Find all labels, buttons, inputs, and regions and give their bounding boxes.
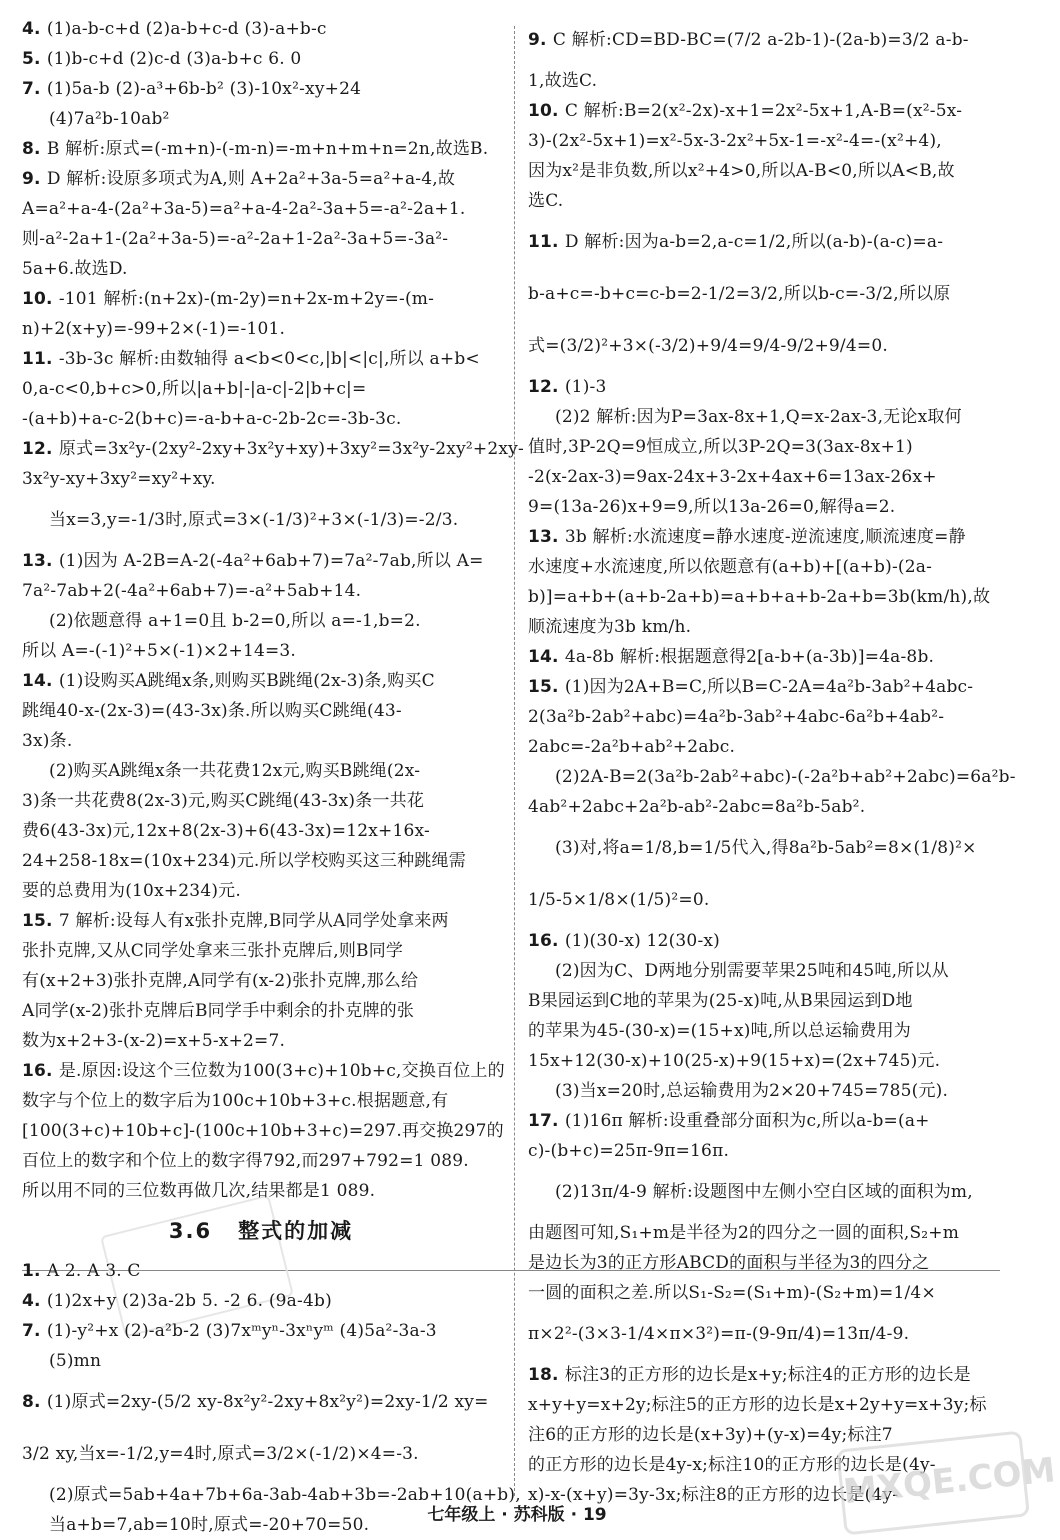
answer-line: 式=(3/2)²+3×(-3/2)+9/4=9/4-9/2+9/4=0. <box>528 336 888 356</box>
answer-line <box>528 96 1012 126</box>
answer-line: -(a+b)+a-c-2(b+c)=-a-b+a-c-2b-2c=-3b-3c. <box>22 409 402 429</box>
answer-line <box>22 284 500 314</box>
question-number: 7. <box>22 79 47 99</box>
answer-text: -101 解析:(n+2x)-(m-2y)=n+2x-m+2y=-(m- <box>58 289 435 309</box>
answer-line: 所以用不同的三位数再做几次,结果都是1 089. <box>22 1181 376 1201</box>
answer-line <box>22 434 524 464</box>
answer-text: 原式=3x²y-(2xy²-2xy+3x²y+xy)+3xy²=3x²y-2xy²+2xy- <box>58 439 524 459</box>
answer-text: (1)2x+y (2)3a-2b 5. -2 6. (9a-4b) <box>46 1291 332 1311</box>
answer-text: (1)因为 A-2B=A-2(-4a²+6ab+7)=7a²-7ab,所以 A= <box>58 551 484 571</box>
answer-line: [100(3+c)+10b+c]-(100c+10b+3+c)=297.再交换297的 <box>22 1121 504 1141</box>
answer-line: 3)-(2x²-5x+1)=x²-5x-3-2x²+5x-1=-x²-4=-(x²+4), <box>528 131 942 151</box>
question-number: 13. <box>528 527 565 547</box>
question-number: 17. <box>528 1111 565 1131</box>
answer-line <box>22 1256 500 1286</box>
answer-line: 有(x+2+3)张扑克牌,A同学有(x-2)张扑克牌,那么给 <box>22 971 419 991</box>
right-column <box>528 14 1016 1510</box>
answer-text: 7 解析:设每人有x张扑克牌,B同学从A同学处拿来两 <box>58 911 449 931</box>
answer-line: 跳绳40-x-(2x-3)=(43-3x)条.所以购买C跳绳(43- <box>22 701 402 721</box>
answer-line <box>22 666 500 696</box>
answer-line: A同学(x-2)张扑克牌后B同学手中剩余的扑克牌的张 <box>22 1001 415 1021</box>
question-number: 10. <box>22 289 59 309</box>
answer-line: b-a+c=-b+c=c-b=2-1/2=3/2,所以b-c=-3/2,所以原 <box>528 284 951 304</box>
watermark-logo: MXQE.COM <box>836 1431 1030 1536</box>
question-number: 15. <box>528 677 565 697</box>
answer-line <box>528 672 1012 702</box>
answer-line: (2)2 解析:因为P=3ax-8x+1,Q=x-2ax-3,无论x取何 <box>555 407 962 427</box>
answer-text: 3b 解析:水流速度=静水速度-逆流速度,顺流速度=静 <box>564 527 966 547</box>
answer-text: D 解析:设原多项式为A,则 A+2a²+3a-5=a²+a-4,故 <box>46 169 456 189</box>
answer-line: 要的总费用为(10x+234)元. <box>22 881 241 901</box>
question-number: 1. <box>22 1261 47 1281</box>
answer-line: 数字与个位上的数字后为100c+10b+3+c.根据题意,有 <box>22 1091 449 1111</box>
question-number: 13. <box>22 551 59 571</box>
answer-line: B果园运到C地的苹果为(25-x)吨,从B果园运到D地 <box>528 991 913 1011</box>
answer-text: C 解析:B=2(x²-2x)-x+1=2x²-5x+1,A-B=(x²-5x- <box>564 101 963 121</box>
answer-text: (1)16π 解析:设重叠部分面积为c,所以a-b=(a+ <box>564 1111 930 1131</box>
answer-line <box>22 164 500 194</box>
answer-line: 3x)条. <box>22 731 73 751</box>
question-number: 8. <box>22 139 47 159</box>
question-number: 12. <box>22 439 59 459</box>
answer-line: 1,故选C. <box>528 71 598 91</box>
answer-line <box>22 134 500 164</box>
question-number: 14. <box>528 647 565 667</box>
question-number: 7. <box>22 1321 47 1341</box>
answer-line <box>22 14 500 44</box>
answer-line: b)]=a+b+(a+b-2a+b)=a+b+a+b-2a+b=3b(km/h),故 <box>528 587 991 607</box>
answer-text: (1)因为2A+B=C,所以B=C-2A=4a²b-3ab²+4abc- <box>564 677 974 697</box>
answer-line: c)-(b+c)=25π-9π=16π. <box>528 1141 730 1161</box>
answer-text: (1)5a-b (2)-a³+6b-b² (3)-10x²-xy+24 <box>46 79 362 99</box>
answer-text: A 2. A 3. C <box>46 1261 141 1281</box>
question-number: 15. <box>22 911 59 931</box>
answer-line: 当a+b=7,ab=10时,原式=-20+70=50. <box>49 1515 370 1535</box>
answer-text: 标注3的正方形的边长是x+y;标注4的正方形的边长是 <box>564 1365 971 1385</box>
answer-line: 水速度+水流速度,所以依题意有(a+b)+[(a+b)-(2a- <box>528 557 933 577</box>
answer-text: 是.原因:设这个三位数为100(3+c)+10b+c,交换百位上的 <box>58 1061 505 1081</box>
answer-line: 是边长为3的正方形ABCD的面积与半径为3的四分之 <box>528 1253 930 1273</box>
question-number: 16. <box>528 931 565 951</box>
question-number: 5. <box>22 49 47 69</box>
answer-line: (2)2A-B=2(3a²b-2ab²+abc)-(-2a²b+ab²+2abc)=6a²b- <box>555 767 1016 787</box>
question-number: 4. <box>22 1291 47 1311</box>
answer-line: 值时,3P-2Q=9恒成立,所以3P-2Q=3(3ax-8x+1) <box>528 437 913 457</box>
answer-line <box>528 926 1012 956</box>
answer-line: 7a²-7ab+2(-4a²+6ab+7)=-a²+5ab+14. <box>22 581 362 601</box>
answer-line <box>22 1316 500 1346</box>
answer-text: (1)b-c+d (2)c-d (3)a-b+c 6. 0 <box>46 49 302 69</box>
answer-line: 的苹果为45-(30-x)=(15+x)吨,所以总运输费用为 <box>528 1021 911 1041</box>
answer-text: (1)原式=2xy-(5/2 xy-8x²y²-2xy+8x²y²)=2xy-1/2 xy= <box>46 1392 489 1412</box>
answer-text: -3b-3c 解析:由数轴得 a<b<0<c,|b|<|c|,所以 a+b< <box>58 349 480 369</box>
question-number: 16. <box>22 1061 59 1081</box>
answer-line: x+y+y=x+2y;标注5的正方形的边长是x+2y+y=x+3y;标 <box>528 1395 987 1415</box>
answer-text: (1)设购买A跳绳x条,则购买B跳绳(2x-3)条,购买C <box>58 671 435 691</box>
answer-text: B 解析:原式=(-m+n)-(-m-n)=-m+n+m+n=2n,故选B. <box>46 139 489 159</box>
answer-line: (5)mn <box>49 1351 102 1371</box>
answer-line: 顺流速度为3b km/h. <box>528 617 692 637</box>
question-number: 14. <box>22 671 59 691</box>
answer-line: x)-x-(x+y)=3y-3x;标注8的正方形的边长是(4y- <box>528 1485 899 1505</box>
answer-line: A=a²+a-4-(2a²+3a-5)=a²+a-4-2a²-3a+5=-a²-2a+1. <box>22 199 466 219</box>
answer-line: -2(x-2ax-3)=9ax-24x+3-2x+4ax+6=13ax-26x+ <box>528 467 937 487</box>
answer-line: 的正方形的边长是4y-x;标注10的正方形的边长是(4y- <box>528 1455 936 1475</box>
section-number: 3.6 <box>168 1219 213 1243</box>
answer-text: D 解析:因为a-b=2,a-c=1/2,所以(a-b)-(a-c)=a- <box>564 232 944 252</box>
answer-line <box>22 74 500 104</box>
answer-line <box>22 344 500 374</box>
answer-line: 3/2 xy,当x=-1/2,y=4时,原式=3/2×(-1/2)×4=-3. <box>22 1444 419 1464</box>
answer-line: (2)原式=5ab+4a+7b+6a-3ab-4ab+3b=-2ab+10(a+b), <box>49 1485 521 1505</box>
answer-line: 注6的正方形的边长是(x+3y)+(y-x)=4y;标注7 <box>528 1425 893 1445</box>
answer-text: (1)-y²+x (2)-a²b-2 (3)7xᵐyⁿ-3xⁿyᵐ (4)5a²-3a-3 <box>46 1321 437 1341</box>
answer-line <box>528 216 1012 268</box>
answer-line <box>528 1106 1012 1136</box>
answer-text: C 解析:CD=BD-BC=(7/2 a-2b-1)-(2a-b)=3/2 a-b- <box>552 30 969 50</box>
answer-line <box>528 14 1012 66</box>
question-number: 11. <box>22 349 59 369</box>
section-title: 整式的加减 <box>238 1219 354 1243</box>
answer-line: 2abc=-2a²b+ab²+2abc. <box>528 737 736 757</box>
answer-line: (2)13π/4-9 解析:设题图中左侧小空白区域的面积为m, <box>555 1182 973 1202</box>
answer-line: 因为x²是非负数,所以x²+4>0,所以A-B<0,所以A<B,故 <box>528 161 955 181</box>
answer-line <box>22 1376 500 1428</box>
answer-line <box>22 1056 505 1086</box>
answer-line: 4ab²+2abc+2a²b-ab²-2abc=8a²b-5ab². <box>528 797 866 817</box>
question-number: 9. <box>528 30 553 50</box>
answer-line: 2(3a²b-2ab²+abc)=4a²b-3ab²+4abc-6a²b+4ab²- <box>528 707 945 727</box>
answer-line: (2)依题意得 a+1=0且 b-2=0,所以 a=-1,b=2. <box>49 611 421 631</box>
question-number: 4. <box>22 19 47 39</box>
answer-line: (4)7a²b-10ab² <box>49 109 170 129</box>
answer-text: (1)-3 <box>564 377 607 397</box>
answer-line: (2)购买A跳绳x条一共花费12x元,购买B跳绳(2x- <box>49 761 421 781</box>
answer-line: 则-a²-2a+1-(2a²+3a-5)=-a²-2a+1-2a²-3a+5=-3a²- <box>22 229 449 249</box>
answer-line: 百位上的数字和个位上的数字得792,而297+792=1 089. <box>22 1151 469 1171</box>
answer-line <box>22 1286 500 1316</box>
answer-line: (3)对,将a=1/8,b=1/5代入,得8a²b-5ab²=8×(1/8)²× <box>555 838 977 858</box>
question-number: 11. <box>528 232 565 252</box>
answer-text: (1)a-b-c+d (2)a-b+c-d (3)-a+b-c <box>46 19 327 39</box>
answer-line: 张扑克牌,又从C同学处拿来三张扑克牌后,则B同学 <box>22 941 404 961</box>
answer-line <box>528 372 1012 402</box>
answer-line <box>528 1360 1012 1390</box>
question-number: 10. <box>528 101 565 121</box>
answer-line: 当x=3,y=-1/3时,原式=3×(-1/3)²+3×(-1/3)=-2/3. <box>49 510 459 530</box>
answer-line: 3)条一共花费8(2x-3)元,购买C跳绳(43-3x)条一共花 <box>22 791 425 811</box>
answer-line: 由题图可知,S₁+m是半径为2的四分之一圆的面积,S₂+m <box>528 1223 960 1243</box>
question-number: 18. <box>528 1365 565 1385</box>
answer-line: (3)当x=20时,总运输费用为2×20+745=785(元). <box>555 1081 949 1101</box>
answer-line: 24+258-18x=(10x+234)元.所以学校购买这三种跳绳需 <box>22 851 466 871</box>
column-divider <box>514 26 515 1496</box>
answer-line: n)+2(x+y)=-99+2×(-1)=-101. <box>22 319 286 339</box>
answer-line: 数为x+2+3-(x-2)=x+5-x+2=7. <box>22 1031 286 1051</box>
answer-line: 1/5-5×1/8×(1/5)²=0. <box>528 890 710 910</box>
answer-line <box>528 522 1012 552</box>
answer-line: π×2²-(3×3-1/4×π×3²)=π-(9-9π/4)=13π/4-9. <box>528 1324 910 1344</box>
answer-line <box>22 906 500 936</box>
answer-line: 3x²y-xy+3xy²=xy²+xy. <box>22 469 216 489</box>
answer-line <box>22 546 500 576</box>
answer-line: 0,a-c<0,b+c>0,所以|a+b|-|a-c|-2|b+c|= <box>22 379 367 399</box>
question-number: 12. <box>528 377 565 397</box>
answer-line: 9=(13a-26)x+9=9,所以13a-26=0,解得a=2. <box>528 497 896 517</box>
question-number: 8. <box>22 1392 47 1412</box>
section-heading <box>22 1206 500 1256</box>
answer-text: (1)(30-x) 12(30-x) <box>564 931 721 951</box>
answer-line: 费6(43-3x)元,12x+8(2x-3)+6(43-3x)=12x+16x- <box>22 821 430 841</box>
answer-line: 选C. <box>528 191 564 211</box>
answer-line: 15x+12(30-x)+10(25-x)+9(15+x)=(2x+745)元. <box>528 1051 941 1071</box>
answer-line: 一圆的面积之差.所以S₁-S₂=(S₁+m)-(S₂+m)=1/4× <box>528 1283 936 1303</box>
answer-line: 所以 A=-(-1)²+5×(-1)×2+14=3. <box>22 641 297 661</box>
answer-line: 5a+6.故选D. <box>22 259 128 279</box>
question-number: 9. <box>22 169 47 189</box>
answer-line <box>528 642 1012 672</box>
answer-text: 4a-8b 解析:根据题意得2[a-b+(a-3b)]=4a-8b. <box>564 647 935 667</box>
page-footer: 七年级上 · 苏科版 · 19 <box>427 1505 607 1525</box>
answer-line: (2)因为C、D两地分别需要苹果25吨和45吨,所以从 <box>555 961 949 981</box>
answer-line <box>22 44 500 74</box>
